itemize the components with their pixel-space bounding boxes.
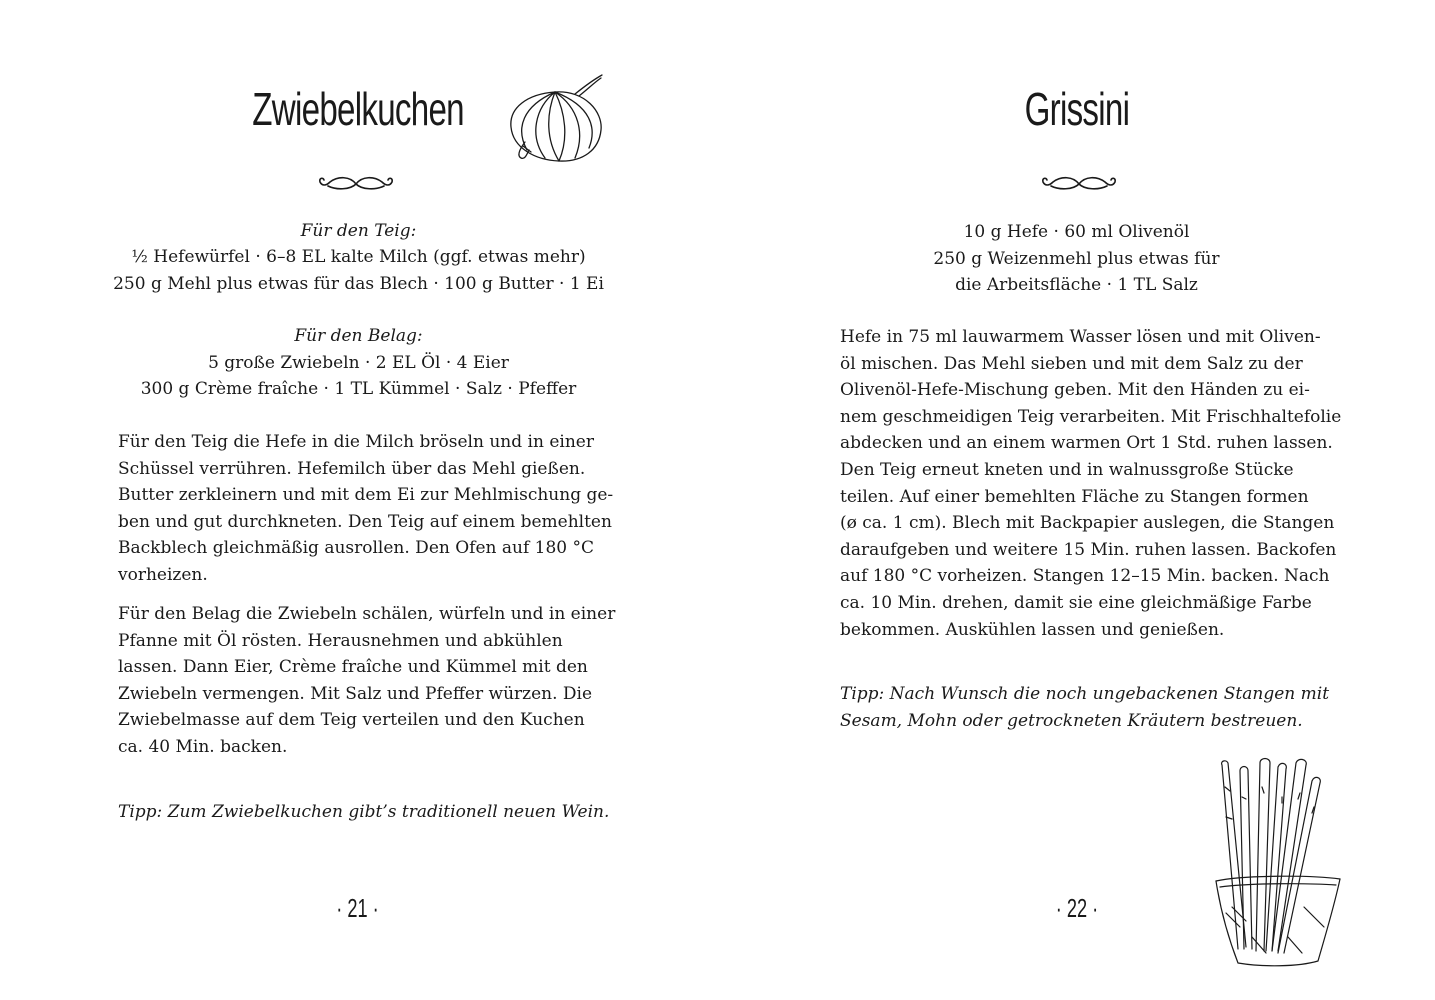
topping-ingredient-line: 300 g Crème fraîche · 1 TL Kümmel · Salz · Pfeffer: [140, 379, 577, 399]
page-number: · 22 ·: [1055, 893, 1099, 923]
instructions-paragraph: [840, 324, 1341, 643]
body-line: Pfanne mit Öl rösten. Herausnehmen und abkühlen: [118, 630, 563, 651]
body-line: bekommen. Auskühlen lassen und genießen.: [840, 619, 1225, 640]
ingredient-line: 10 g Hefe · 60 ml Olivenöl: [963, 222, 1190, 242]
ingredient-line: die Arbeitsfläche · 1 TL Salz: [955, 275, 1198, 295]
left-page: [0, 0, 717, 1000]
body-line: Hefe in 75 ml lauwarmem Wasser lösen und mit Oliven-: [840, 327, 1321, 347]
body-line: Zwiebeln vermengen. Mit Salz und Pfeffer würzen. Die: [118, 683, 593, 704]
ingredient-line: 250 g Weizenmehl plus etwas für: [933, 249, 1220, 269]
body-line: teilen. Auf einer bemehlten Fläche zu Stangen formen: [840, 486, 1309, 507]
body-line: Zwiebelmasse auf dem Teig verteilen und den Kuchen: [118, 710, 585, 731]
body-line: (ø ca. 1 cm). Blech mit Backpapier auslegen, die Stangen: [840, 513, 1335, 534]
tip-note: [118, 799, 609, 826]
mustache-flourish-icon: [1039, 172, 1119, 194]
body-line: abdecken und an einem warmen Ort 1 Std. ruhen lassen.: [840, 433, 1333, 454]
onion-illustration-icon: [505, 72, 605, 164]
body-line: ca. 40 Min. backen.: [118, 736, 288, 757]
tip-line: Tipp: Zum Zwiebelkuchen gibt’s traditionell neuen Wein.: [118, 802, 610, 822]
body-line: lassen. Dann Eier, Crème fraîche und Kümmel mit den: [118, 657, 588, 678]
recipe-title-grissini: Grissini: [1024, 83, 1130, 135]
tip-line: Tipp: Nach Wunsch die noch ungebackenen Stangen mit: [840, 684, 1330, 704]
right-page: [718, 0, 1435, 1000]
instructions-paragraph-1: [118, 429, 613, 589]
body-line: Schüssel verrühren. Hefemilch über das Mehl gießen.: [118, 458, 586, 479]
body-line: vorheizen.: [118, 564, 208, 585]
body-line: ca. 10 Min. drehen, damit sie eine gleichmäßige Farbe: [840, 592, 1312, 613]
grissini-glass-illustration-icon: [1212, 757, 1352, 969]
instructions-paragraph-2: [118, 601, 615, 761]
topping-heading: Für den Belag:: [294, 326, 423, 346]
dough-ingredient-line: ½ Hefewürfel · 6–8 EL kalte Milch (ggf. etwas mehr): [131, 247, 586, 267]
tip-line: Sesam, Mohn oder getrockneten Kräutern bestreuen.: [840, 710, 1303, 731]
recipe-title-zwiebelkuchen: Zwiebelkuchen: [252, 83, 464, 135]
body-line: Den Teig erneut kneten und in walnussgroße Stücke: [840, 459, 1294, 480]
body-line: Für den Belag die Zwiebeln schälen, würfeln und in einer: [118, 604, 616, 624]
body-line: Butter zerkleinern und mit dem Ei zur Mehlmischung ge-: [118, 485, 614, 506]
topping-ingredient-line: 5 große Zwiebeln · 2 EL Öl · 4 Eier: [208, 353, 509, 373]
body-line: Backblech gleichmäßig ausrollen. Den Ofen auf 180 °C: [118, 538, 595, 559]
mustache-flourish-icon: [316, 172, 396, 194]
dough-ingredient-line: 250 g Mehl plus etwas für das Blech · 100 g Butter · 1 Ei: [113, 274, 604, 294]
dough-heading: Für den Teig:: [300, 221, 417, 241]
body-line: ben und gut durchkneten. Den Teig auf einem bemehlten: [118, 511, 612, 532]
body-line: daraufgeben und weitere 15 Min. ruhen lassen. Backofen: [840, 539, 1337, 560]
body-line: öl mischen. Das Mehl sieben und mit dem Salz zu der: [840, 353, 1303, 374]
body-line: auf 180 °C vorheizen. Stangen 12–15 Min. backen. Nach: [840, 566, 1330, 587]
tip-note: [840, 681, 1329, 734]
body-line: Für den Teig die Hefe in die Milch bröseln und in einer: [118, 432, 594, 452]
page-number: · 21 ·: [336, 893, 379, 923]
body-line: Olivenöl-Hefe-Mischung geben. Mit den Händen zu ei-: [840, 380, 1310, 401]
body-line: nem geschmeidigen Teig verarbeiten. Mit Frischhaltefolie: [840, 406, 1342, 427]
